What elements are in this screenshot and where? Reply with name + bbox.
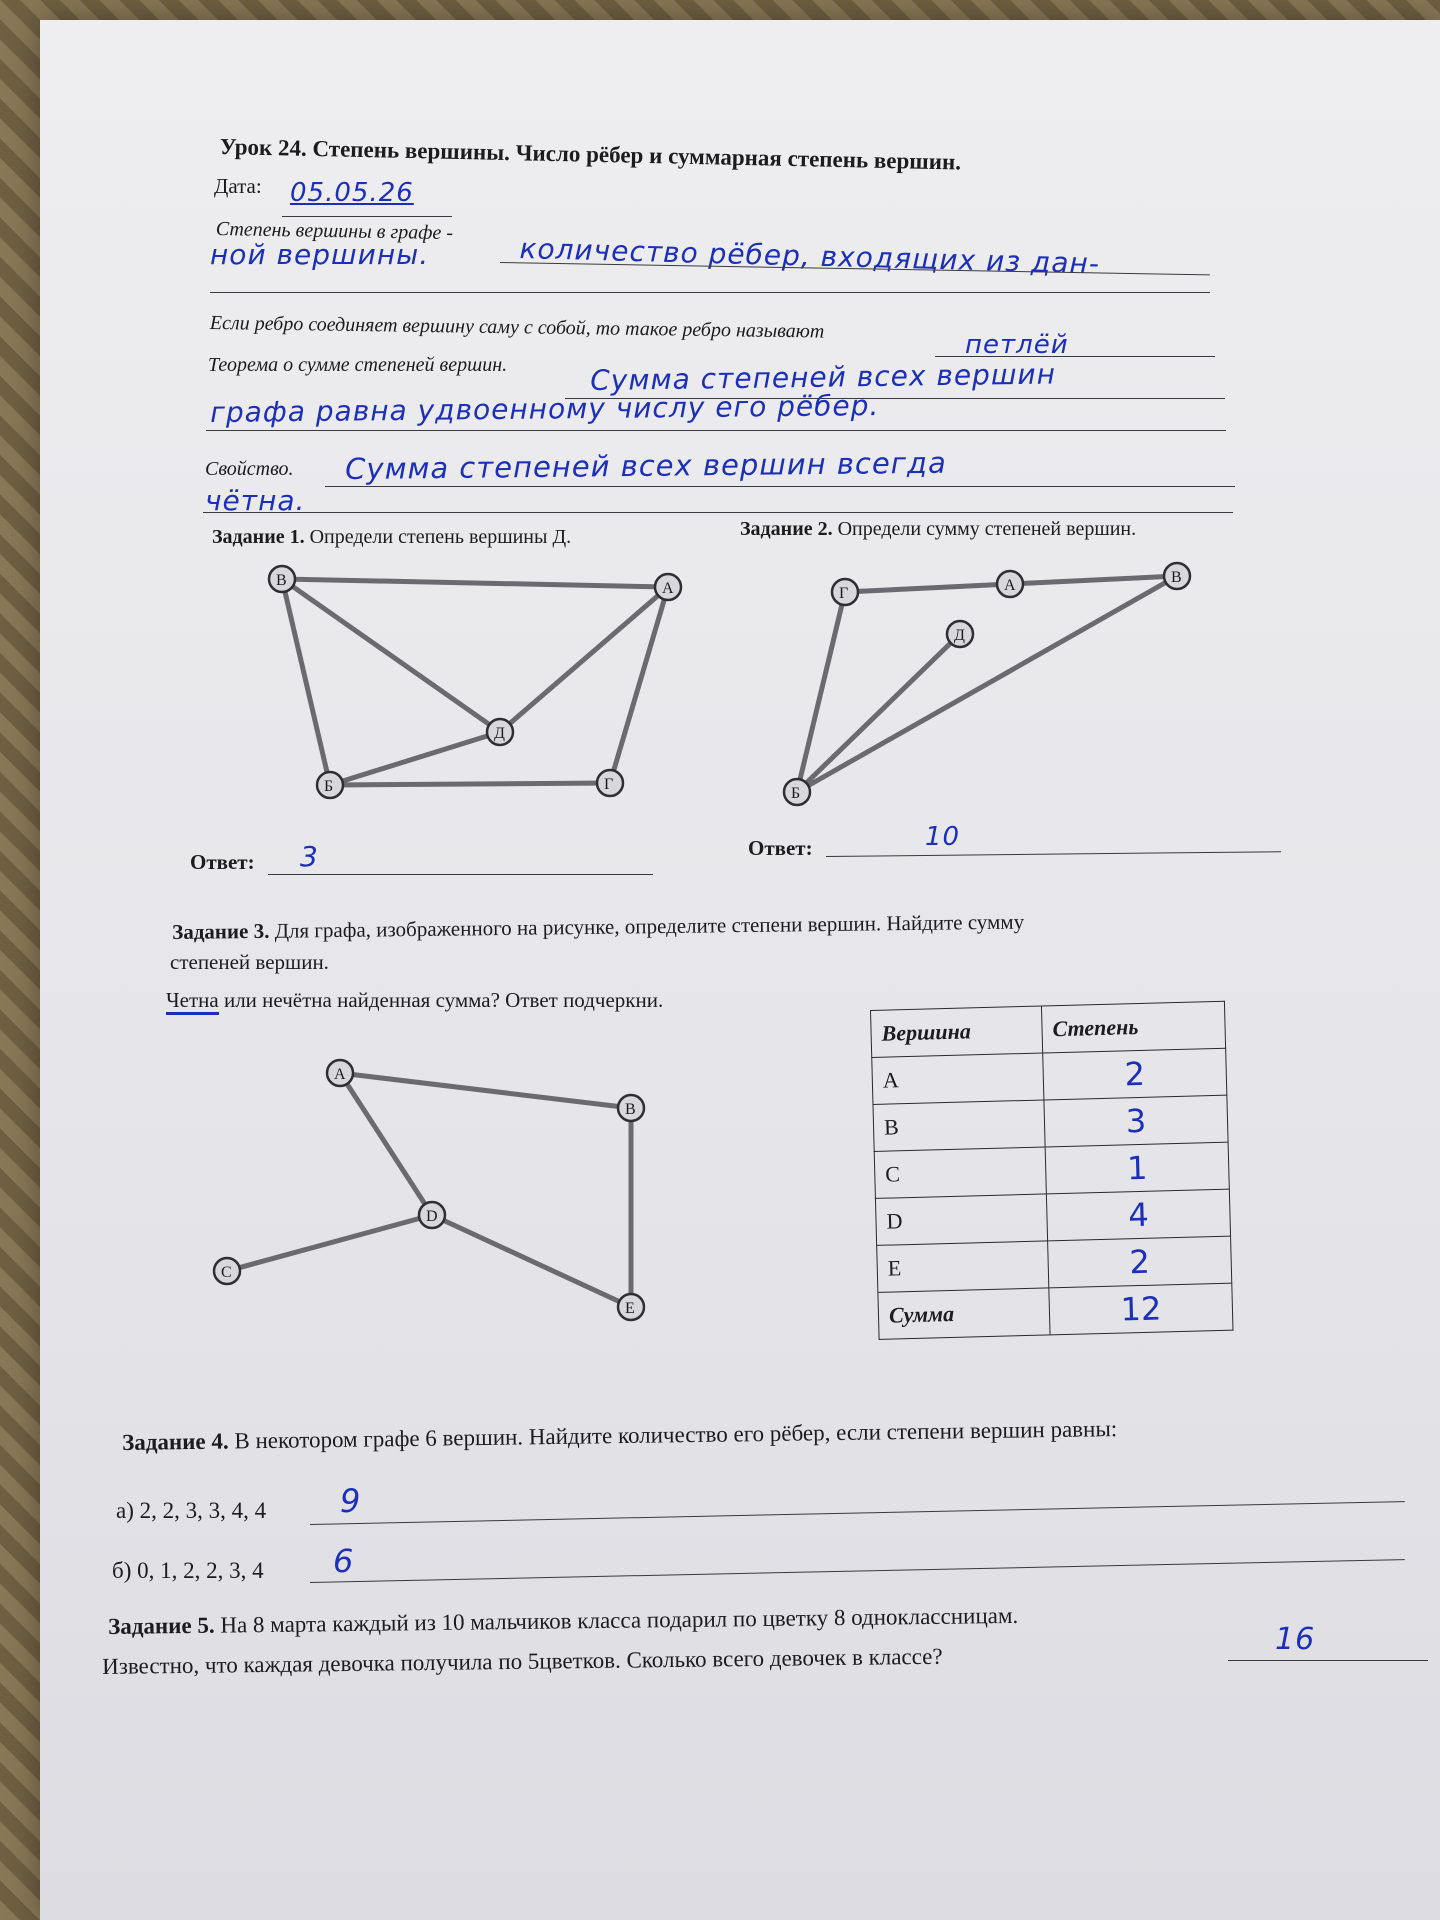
table-cell-vertex: D [875, 1194, 1047, 1245]
answer-line [826, 851, 1281, 857]
table-cell-sum-value: 12 [1049, 1283, 1233, 1335]
task2-answer: 10 [925, 822, 961, 852]
graph-vertex [327, 1060, 353, 1086]
vertex-label: A [334, 1066, 346, 1083]
task1-title [212, 526, 571, 549]
vertex-label: В [1171, 569, 1182, 586]
task3-graph [205, 1055, 665, 1325]
vertex-label: В [276, 572, 287, 589]
task5-text: На 8 марта каждый из 10 мальчиков класса подарил по цветку 8 одноклассницам. [220, 1602, 1019, 1638]
loop-answer: петлёй [965, 330, 1069, 360]
answer-line [325, 486, 1235, 487]
graph-edge [330, 783, 610, 785]
table-cell-degree: 1 [1045, 1142, 1229, 1194]
underlined-answer: Четна [166, 988, 219, 1015]
theorem-answer-1: Сумма степеней всех вершин [590, 357, 1057, 397]
vertex-label: Г [604, 776, 614, 793]
graph-vertex [1164, 563, 1190, 589]
task4-a-answer: 9 [340, 1482, 362, 1520]
graph-edge [797, 576, 1177, 792]
task4-text: В некотором графе 6 вершин. Найдите количество его рёбер, если степени вершин равны: [234, 1416, 1118, 1454]
task1-answer-label: Ответ: [190, 850, 255, 874]
page-title: Урок 24. Степень вершины. Число рёбер и суммарная степень вершин. [219, 134, 962, 175]
date-value: 05.05.26 [290, 178, 414, 208]
theorem-answer-2: графа равна удвоенному числу его рёбер. [210, 388, 880, 429]
task1-text: Определи степень вершины Д. [309, 526, 572, 548]
table-cell-degree: 3 [1044, 1095, 1228, 1147]
vertex-label: D [426, 1208, 438, 1225]
vertex-label: А [662, 580, 674, 597]
table-cell-vertex: C [874, 1147, 1046, 1198]
graph-edge [500, 587, 668, 732]
vertex-label: Д [954, 627, 965, 644]
graph-edges [797, 576, 1177, 792]
theorem-label: Теорема о сумме степеней вершин. [208, 354, 508, 376]
task3-text-2: степеней вершин. [170, 950, 329, 974]
task4-b-label: б) 0, 1, 2, 2, 3, 4 [112, 1558, 264, 1583]
graph-vertex [618, 1294, 644, 1320]
answer-line [210, 292, 1210, 293]
task1-answer: 3 [300, 840, 319, 873]
graph-edge [330, 732, 500, 785]
task5-answer: 16 [1275, 1622, 1316, 1657]
loop-label: Если ребро соединяет вершину саму с собой, то такое ребро называют [209, 312, 825, 343]
graph-vertex [947, 621, 973, 647]
task2-answer-label: Ответ: [748, 836, 813, 860]
graph-vertex [317, 772, 343, 798]
task4-b-answer: 6 [333, 1542, 355, 1580]
vertex-label: А [1004, 577, 1016, 594]
table-cell-vertex: A [872, 1053, 1044, 1104]
task2-number: Задание 2. [740, 518, 833, 540]
graph-vertex [832, 579, 858, 605]
graph-vertex [214, 1258, 240, 1284]
vertex-label: Д [494, 725, 505, 742]
answer-line [310, 1501, 1405, 1525]
answer-line [310, 1559, 1405, 1583]
graph-edge [610, 587, 668, 783]
graph-edge [845, 584, 1010, 592]
answer-line [1228, 1660, 1428, 1661]
degree-table [870, 1001, 1234, 1340]
task4-number: Задание 4. [122, 1428, 229, 1455]
table-cell-sum-label: Сумма [878, 1288, 1050, 1339]
graph-vertex [419, 1202, 445, 1228]
question-text: или нечётна найденная сумма? Ответ подчеркни. [218, 988, 664, 1012]
graph-vertex [618, 1095, 644, 1121]
date-label: Дата: [214, 174, 262, 198]
table-cell-degree: 2 [1043, 1048, 1227, 1100]
vertex-label: Г [839, 585, 849, 602]
task5-title [108, 1603, 1018, 1640]
task4-title [122, 1416, 1117, 1456]
vertex-label: B [625, 1101, 636, 1118]
date-line [282, 216, 452, 217]
graph-vertex [655, 574, 681, 600]
table-cell-degree: 4 [1046, 1189, 1230, 1241]
answer-line [206, 430, 1226, 431]
table-header-vertex: Вершина [871, 1006, 1043, 1057]
task3-question [166, 988, 663, 1013]
task4-a-label: а) 2, 2, 3, 3, 4, 4 [116, 1498, 267, 1523]
degree-answer-1: количество рёбер, входящих из дан- [519, 232, 1101, 281]
task5-text-2: Известно, что каждая девочка получила по 5цветков. Сколько всего девочек в классе? [102, 1643, 943, 1679]
graph-edge [227, 1215, 432, 1271]
graph-edge [432, 1215, 631, 1307]
graph-edge [282, 579, 668, 587]
graph-vertex [997, 571, 1023, 597]
degree-answer-2: ной вершины. [210, 238, 430, 271]
table-cell-vertex: E [877, 1241, 1049, 1292]
vertex-label: E [625, 1300, 635, 1317]
table-cell-degree: 2 [1048, 1236, 1232, 1288]
graph-vertex [269, 566, 295, 592]
graph-vertex [487, 719, 513, 745]
property-answer-1: Сумма степеней всех вершин всегда [345, 445, 947, 486]
table-sum-row [878, 1283, 1233, 1339]
answer-line [203, 512, 1233, 513]
graph-vertex [784, 779, 810, 805]
task3-title [172, 910, 1024, 945]
graph-edge [340, 1073, 432, 1215]
table-header-degree: Степень [1041, 1001, 1225, 1053]
task3-number: Задание 3. [172, 918, 270, 944]
task5-number: Задание 5. [108, 1612, 215, 1639]
vertex-label: C [221, 1264, 232, 1281]
table-cell-vertex: B [873, 1100, 1045, 1151]
graph-edge [340, 1073, 631, 1108]
property-label: Свойство. [205, 458, 294, 480]
graph-edges [282, 579, 668, 785]
vertex-label: Б [324, 778, 334, 795]
task3-text: Для графа, изображенного на рисунке, определите степени вершин. Найдите сумму [274, 909, 1025, 943]
task2-graph [770, 560, 1210, 800]
graph-vertex [597, 770, 623, 796]
task1-graph [250, 555, 690, 815]
answer-line [268, 874, 653, 875]
task2-title [740, 518, 1136, 541]
graph-edge [1010, 576, 1177, 584]
graph-edges [227, 1073, 631, 1307]
vertex-label: Б [791, 785, 801, 802]
task2-text: Определи сумму степеней вершин. [837, 518, 1137, 540]
property-answer-2: чётна. [205, 484, 306, 517]
task1-number: Задание 1. [212, 526, 305, 548]
graph-edge [797, 592, 845, 792]
degree-label: Степень вершины в графе - [215, 218, 454, 245]
